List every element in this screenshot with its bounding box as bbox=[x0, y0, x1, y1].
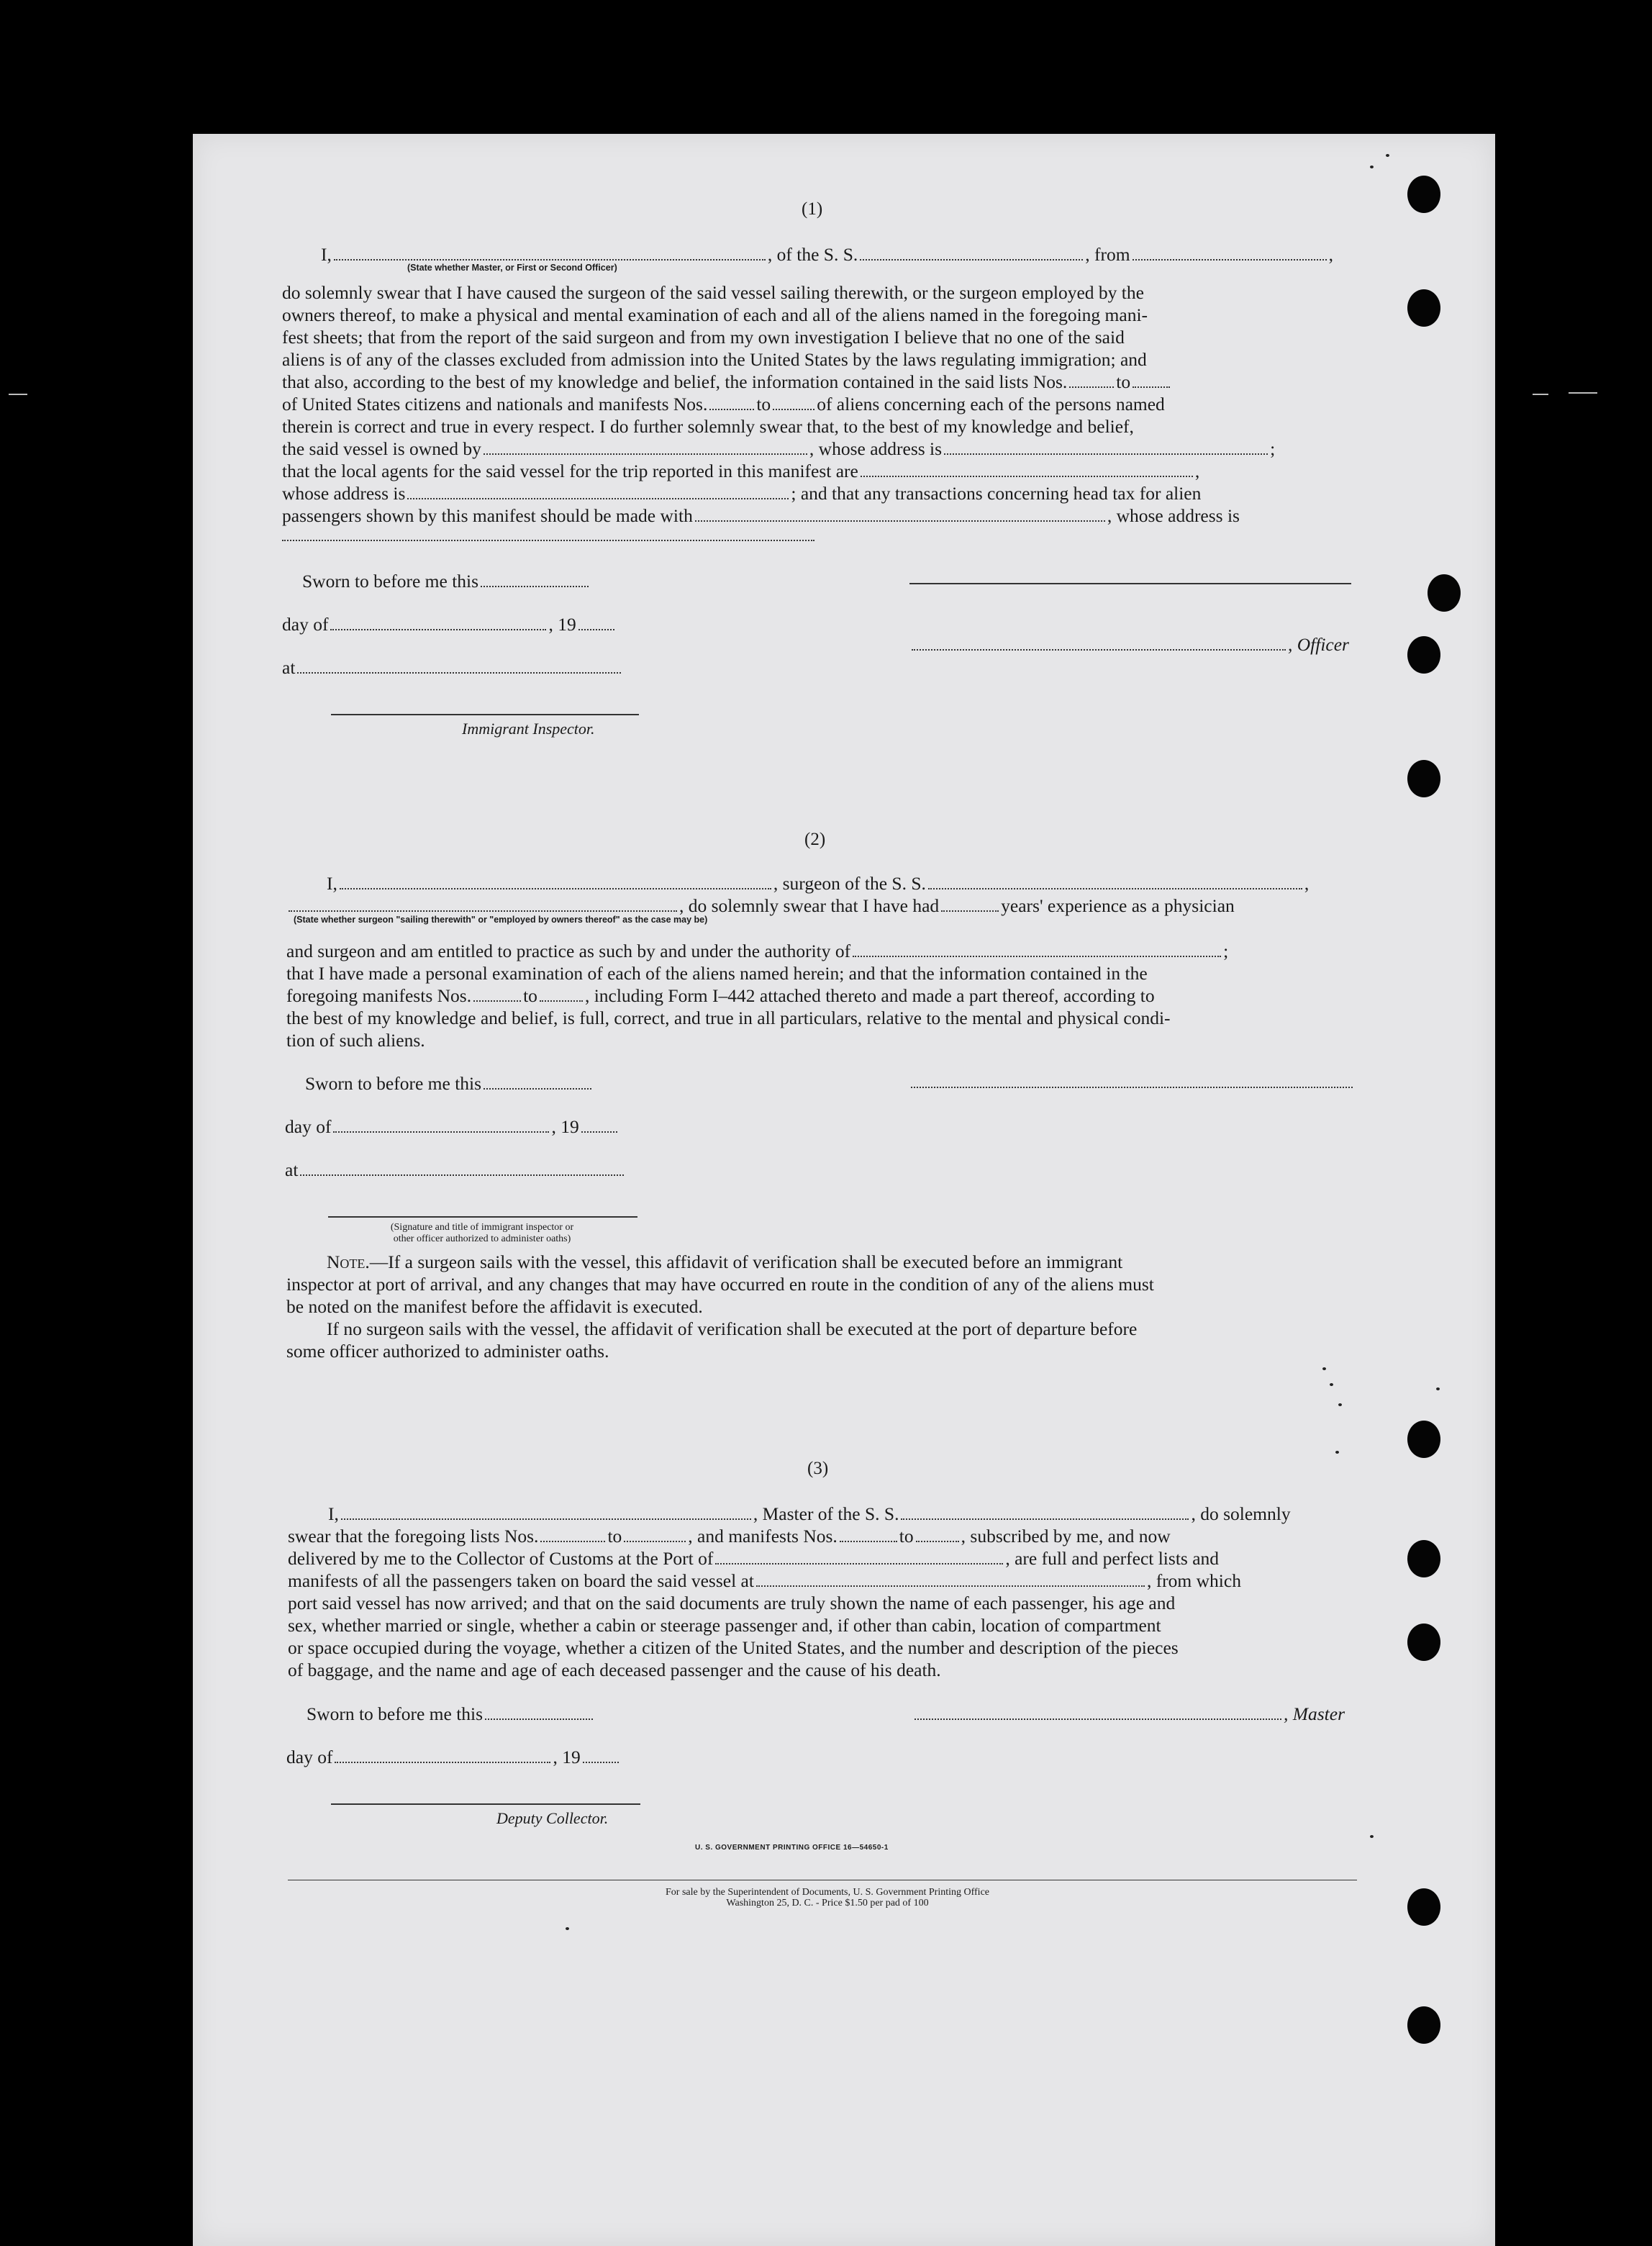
s1-signature-line bbox=[909, 583, 1351, 584]
s2-p1: and surgeon and am entitled to practice as such by and under the authority of ; bbox=[286, 941, 1229, 961]
s1-sworn: Sworn to before me this bbox=[302, 570, 591, 592]
s2-note-5: some officer authorized to administer oaths. bbox=[286, 1341, 609, 1362]
speck bbox=[1330, 1383, 1333, 1386]
punch-hole bbox=[1407, 760, 1440, 797]
punch-hole bbox=[1407, 1888, 1440, 1926]
s1-line-officer: I, , of the S. S. , from , bbox=[321, 244, 1333, 265]
s2-p2: that I have made a personal examination of each of the aliens named herein; and that the information contained in the bbox=[286, 963, 1148, 984]
s1-p2: owners thereof, to make a physical and mental examination of each and all of the aliens named in the foregoing mani- bbox=[282, 304, 1148, 325]
s3-l6: sex, whether married or single, whether a cabin or steerage passenger and, if other than cabin, location of compartment bbox=[288, 1615, 1161, 1636]
s2-line-surgeon: I, , surgeon of the S. S. , bbox=[327, 873, 1310, 894]
s1-p5: that also, according to the best of my knowledge and belief, the information contained in the said lists Nos. to bbox=[282, 371, 1172, 393]
punch-hole bbox=[1407, 636, 1440, 674]
s3-l7: or space occupied during the voyage, whether a citizen of the United States, and the number and description of the pieces bbox=[288, 1637, 1179, 1658]
s3-collector-line bbox=[331, 1803, 640, 1805]
s2-line-experience: , do solemnly swear that I have had years' experience as a physician bbox=[286, 895, 1235, 917]
punch-hole bbox=[1407, 176, 1440, 213]
s2-signature-line bbox=[911, 1087, 1353, 1088]
s2-note-2: inspector at port of arrival, and any changes that may have occurred en route in the condition of any of the aliens must bbox=[286, 1274, 1154, 1295]
s1-officer-note: (State whether Master, or First or Second Officer) bbox=[407, 263, 617, 273]
s3-day-of: day of , 19 bbox=[286, 1746, 621, 1768]
s1-inspector-line bbox=[331, 714, 639, 715]
punch-hole bbox=[1407, 289, 1440, 327]
s1-p6: of United States citizens and nationals and manifests Nos. to of aliens concerning each of the persons named bbox=[282, 394, 1165, 415]
s1-inspector-label: Immigrant Inspector. bbox=[462, 720, 595, 738]
section-1-heading: (1) bbox=[802, 199, 823, 219]
s3-l5: port said vessel has now arrived; and that on the said documents are truly shown the name of each passenger, his age and bbox=[288, 1593, 1176, 1613]
s1-day-of: day of , 19 bbox=[282, 613, 617, 635]
scan-mark bbox=[1533, 394, 1548, 395]
speck bbox=[1386, 154, 1389, 157]
punch-hole bbox=[1407, 1624, 1440, 1661]
sale-notice-1: For sale by the Superintendent of Documents, U. S. Government Printing Office bbox=[666, 1887, 989, 1898]
s1-p7: therein is correct and true in every respect. I do further solemnly swear that, to the best of my knowledge and belief, bbox=[282, 416, 1134, 437]
s2-day-of: day of , 19 bbox=[285, 1115, 620, 1138]
s2-at: at bbox=[285, 1159, 626, 1181]
s1-p8: the said vessel is owned by , whose address is ; bbox=[282, 438, 1276, 459]
s2-p3: foregoing manifests Nos. to , including Form I–442 attached thereto and made a part thereof, according to bbox=[286, 985, 1155, 1006]
speck bbox=[1335, 1451, 1339, 1454]
punch-hole bbox=[1407, 1540, 1440, 1577]
punch-hole bbox=[1407, 2006, 1440, 2044]
s1-p9: that the local agents for the said vessel for the trip reported in this manifest are , bbox=[282, 461, 1200, 481]
s2-note-3: be noted on the manifest before the affidavit is executed. bbox=[286, 1296, 703, 1317]
s2-sig-note-2: other officer authorized to administer oaths) bbox=[393, 1233, 571, 1244]
s1-p3: fest sheets; that from the report of the said surgeon and from my own investigation I believe that no one of the said bbox=[282, 327, 1125, 348]
s1-p4: aliens is of any of the classes excluded from admission into the United States by the laws regulating immigration; and bbox=[282, 349, 1147, 370]
s1-p11: passengers shown by this manifest should be made with , whose address is bbox=[282, 505, 1240, 526]
scan-mark bbox=[9, 394, 27, 395]
s3-master-signature: , Master bbox=[912, 1703, 1345, 1725]
speck bbox=[1370, 1835, 1374, 1838]
section-3-heading: (3) bbox=[807, 1459, 829, 1478]
speck bbox=[1322, 1367, 1326, 1370]
section-2-heading: (2) bbox=[804, 830, 826, 849]
s1-at: at bbox=[282, 656, 623, 679]
speck bbox=[1370, 166, 1374, 168]
s1-address-line bbox=[282, 540, 814, 541]
s2-sworn: Sworn to before me this bbox=[305, 1072, 594, 1095]
s3-sworn: Sworn to before me this bbox=[307, 1703, 595, 1725]
speck bbox=[1338, 1403, 1342, 1406]
s2-note-1: Note.—If a surgeon sails with the vessel, this affidavit of verification shall be executed before an immigrant bbox=[327, 1251, 1123, 1272]
s3-collector-label: Deputy Collector. bbox=[496, 1809, 609, 1827]
s2-surgeon-note: (State whether surgeon "sailing therewith" or "employed by owners thereof" as the case may be) bbox=[294, 915, 708, 925]
speck bbox=[1436, 1387, 1440, 1390]
speck bbox=[566, 1927, 569, 1930]
s1-p10: whose address is ; and that any transactions concerning head tax for alien bbox=[282, 483, 1202, 504]
s1-officer-signature: , Officer bbox=[909, 633, 1349, 656]
punch-hole bbox=[1407, 1421, 1440, 1458]
s1-p1: do solemnly swear that I have caused the surgeon of the said vessel sailing therewith, or the surgeon employed by the bbox=[282, 282, 1144, 303]
sale-notice-2: Washington 25, D. C. - Price $1.50 per pad of 100 bbox=[726, 1898, 929, 1908]
s3-l3: delivered by me to the Collector of Customs at the Port of , are full and perfect lists and bbox=[288, 1548, 1220, 1569]
s2-inspector-line bbox=[328, 1216, 637, 1218]
s2-p5: tion of such aliens. bbox=[286, 1030, 425, 1051]
s3-l2: swear that the foregoing lists Nos. to , and manifests Nos. to , subscribed by me, and now bbox=[288, 1526, 1171, 1547]
s3-l4: manifests of all the passengers taken on board the said vessel at , from which bbox=[288, 1570, 1241, 1591]
s2-p4: the best of my knowledge and belief, is full, correct, and true in all particulars, relative to the mental and physical condi- bbox=[286, 1007, 1171, 1028]
scan-mark bbox=[1569, 392, 1597, 394]
s3-l8: of baggage, and the name and age of each deceased passenger and the cause of his death. bbox=[288, 1659, 941, 1680]
punch-hole bbox=[1428, 574, 1461, 612]
s2-note-4: If no surgeon sails with the vessel, the affidavit of verification shall be executed at the port of departure before bbox=[327, 1318, 1138, 1339]
s3-line-master: I, , Master of the S. S. , do solemnly bbox=[328, 1503, 1291, 1524]
s2-sig-note-1: (Signature and title of immigrant inspector or bbox=[390, 1222, 574, 1233]
gpo-imprint: U. S. GOVERNMENT PRINTING OFFICE 16—54650-1 bbox=[695, 1844, 889, 1852]
